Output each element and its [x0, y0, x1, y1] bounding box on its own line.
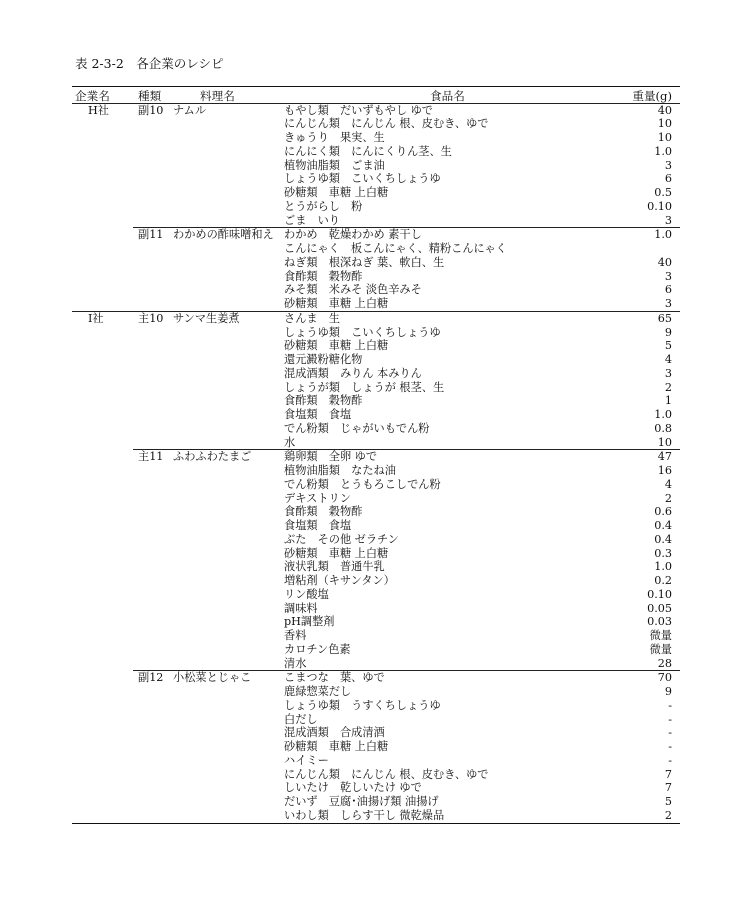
table-row — [72, 326, 680, 340]
food-name-cell: デキストリン — [284, 491, 351, 505]
weight-cell: 0.4 — [654, 532, 672, 546]
weight-cell: 3 — [664, 213, 672, 227]
table-row — [72, 533, 680, 547]
table-row — [72, 436, 680, 450]
food-name-cell: しょうゆ類 こいくちしょうゆ — [284, 325, 441, 339]
table-row — [72, 602, 680, 616]
weight-cell: - — [668, 753, 672, 767]
food-name-cell: 食酢類 穀物酢 — [284, 269, 363, 283]
food-name-cell: もやし類 だいずもやし ゆで — [284, 103, 433, 117]
food-name-cell: にんにく類 にんにくりん茎、生 — [284, 144, 452, 158]
weight-cell: 0.10 — [647, 199, 672, 213]
table-body — [72, 104, 680, 823]
food-name-cell: ごま いり — [284, 213, 340, 227]
header-company: 企業名 — [75, 89, 110, 103]
table-row — [72, 781, 680, 795]
dish-name-cell: 小松菜とじゃこ — [173, 671, 252, 685]
food-name-cell: 植物油脂類 ごま油 — [284, 158, 385, 172]
food-name-cell: 砂糖類 車糖 上白糖 — [284, 186, 389, 200]
food-name-cell: 白だし — [284, 712, 318, 726]
food-name-cell: しいたけ 乾しいたけ ゆで — [284, 781, 422, 795]
company-cell: I社 — [88, 311, 104, 325]
weight-cell: 70 — [657, 671, 672, 685]
food-name-cell: 調味料 — [284, 601, 318, 615]
table-row — [72, 381, 680, 395]
weight-cell: 3 — [664, 158, 672, 172]
food-name-cell: だいず 豆腐･油揚げ類 油揚げ — [284, 795, 439, 809]
table-row — [72, 104, 680, 118]
food-name-cell: きゅうり 果実、生 — [284, 131, 385, 145]
food-name-cell: ねぎ類 根深ねぎ 葉、軟白、生 — [284, 255, 445, 269]
table-caption: 表 2-3-2 各企業のレシピ — [75, 56, 224, 71]
table-row — [72, 297, 680, 311]
table-row — [72, 629, 680, 643]
food-name-cell: にんじん類 にんじん 根、皮むき、ゆで — [284, 117, 489, 131]
weight-cell: 5 — [664, 795, 672, 809]
weight-cell: 6 — [664, 283, 672, 297]
food-name-cell: こまつな 葉、ゆで — [284, 671, 385, 685]
table-row — [72, 464, 680, 478]
table-row — [72, 713, 680, 727]
table-row — [72, 131, 680, 145]
weight-cell: 0.8 — [654, 421, 672, 435]
table-row — [72, 574, 680, 588]
dish-type-cell: 主10 — [138, 311, 164, 325]
table-row — [72, 450, 680, 464]
weight-cell: 5 — [664, 339, 672, 353]
food-name-cell: ハイミー — [284, 753, 329, 767]
table-row — [72, 685, 680, 699]
table-row — [72, 478, 680, 492]
weight-cell: 4 — [664, 353, 672, 367]
weight-cell: 40 — [657, 255, 672, 269]
table-row — [72, 200, 680, 214]
weight-cell: 7 — [664, 767, 672, 781]
weight-cell: - — [668, 712, 672, 726]
food-name-cell: しょうゆ類 こいくちしょうゆ — [284, 172, 441, 186]
food-name-cell: 砂糖類 車糖 上白糖 — [284, 546, 389, 560]
table-row — [72, 615, 680, 629]
food-name-cell: 砂糖類 車糖 上白糖 — [284, 339, 389, 353]
food-name-cell: とうがらし 粉 — [284, 199, 363, 213]
food-name-cell: 鹿緑惣菜だし — [284, 685, 352, 699]
food-name-cell: 混成酒類 みりん 本みりん — [284, 366, 422, 380]
table-row — [72, 588, 680, 602]
dish-name-cell: ふわふわたまご — [173, 450, 252, 464]
table-row — [72, 242, 680, 256]
food-name-cell: 液状乳類 普通牛乳 — [284, 560, 385, 574]
table-row — [72, 809, 680, 823]
dish-type-cell: 主11 — [138, 450, 164, 464]
food-name-cell: pH調整剤 — [284, 615, 335, 629]
weight-cell: 1 — [664, 394, 672, 408]
weight-cell: 10 — [657, 131, 672, 145]
weight-cell: 0.05 — [647, 601, 672, 615]
food-name-cell: しょうゆ類 うすくちしょうゆ — [284, 698, 441, 712]
table-row — [72, 214, 680, 228]
food-name-cell: 食酢類 穀物酢 — [284, 394, 363, 408]
table-row — [72, 768, 680, 782]
food-name-cell: リン酸塩 — [284, 587, 329, 601]
weight-cell: 0.6 — [654, 505, 672, 519]
table-row — [72, 547, 680, 561]
food-name-cell: カロチン色素 — [284, 642, 351, 656]
table-row — [72, 186, 680, 200]
weight-cell: 65 — [657, 311, 672, 325]
food-name-cell: 還元澱粉糖化物 — [284, 353, 363, 367]
header-weight: 重量(g) — [632, 89, 672, 103]
weight-cell: 0.2 — [654, 574, 672, 588]
weight-cell: 10 — [657, 435, 672, 449]
dish-name-cell: わかめの酢味噌和え — [173, 228, 274, 242]
food-name-cell: 砂糖類 車糖 上白糖 — [284, 740, 389, 754]
table-row — [72, 422, 680, 436]
food-name-cell: 混成酒類 合成清酒 — [284, 726, 385, 740]
recipe-table — [72, 86, 680, 824]
dish-type-cell: 副11 — [138, 228, 164, 242]
food-name-cell: 食塩類 食塩 — [284, 408, 352, 422]
table-row — [72, 117, 680, 131]
table-row — [72, 408, 680, 422]
table-row — [72, 270, 680, 284]
weight-cell: - — [668, 740, 672, 754]
weight-cell: 1.0 — [654, 228, 672, 242]
weight-cell: 28 — [657, 656, 672, 670]
food-name-cell: 水 — [284, 435, 296, 449]
weight-cell: 1.0 — [654, 144, 672, 158]
table-row — [72, 657, 680, 671]
weight-cell: - — [668, 726, 672, 740]
food-name-cell: でん粉類 じゃがいもでん粉 — [284, 421, 430, 435]
table-row — [72, 339, 680, 353]
food-name-cell: こんにゃく 板こんにゃく、精粉こんにゃく — [284, 242, 507, 256]
weight-cell: 4 — [664, 477, 672, 491]
table-row — [72, 228, 680, 242]
dish-type-cell: 副12 — [138, 671, 164, 685]
food-name-cell: 食塩類 食塩 — [284, 519, 352, 533]
weight-cell: 1.0 — [654, 408, 672, 422]
food-name-cell: いわし類 しらす干し 微乾燥品 — [284, 808, 445, 822]
food-name-cell: 食酢類 穀物酢 — [284, 505, 363, 519]
weight-cell: 10 — [657, 117, 672, 131]
weight-cell: 3 — [664, 366, 672, 380]
header-food: 食品名 — [430, 89, 465, 103]
table-row — [72, 699, 680, 713]
weight-cell: 2 — [664, 491, 672, 505]
food-name-cell: 鶏卵類 全卵 ゆで — [284, 450, 378, 464]
table-row — [72, 519, 680, 533]
dish-name-cell: ナムル — [173, 103, 207, 117]
food-name-cell: わかめ 乾燥わかめ 素干し — [284, 228, 422, 242]
table-row — [72, 145, 680, 159]
food-name-cell: ぶた その他 ゼラチン — [284, 532, 399, 546]
weight-cell: 3 — [664, 297, 672, 311]
weight-cell: 0.03 — [647, 615, 672, 629]
table-row — [72, 256, 680, 270]
table-bottom-rule — [72, 823, 680, 824]
weight-cell: 9 — [664, 685, 672, 699]
food-name-cell: しょうが類 しょうが 根茎、生 — [284, 380, 445, 394]
weight-cell: 1.0 — [654, 560, 672, 574]
food-name-cell: みそ類 米みそ 淡色辛みそ — [284, 283, 422, 297]
weight-cell: 9 — [664, 325, 672, 339]
table-row — [72, 492, 680, 506]
table-row — [72, 505, 680, 519]
table-row — [72, 560, 680, 574]
table-row — [72, 671, 680, 685]
table-row — [72, 172, 680, 186]
weight-cell: 0.4 — [654, 519, 672, 533]
table-row — [72, 394, 680, 408]
weight-cell: 6 — [664, 172, 672, 186]
table-row — [72, 159, 680, 173]
table-row — [72, 312, 680, 326]
weight-cell: 3 — [664, 269, 672, 283]
header-type: 種類 — [138, 89, 162, 103]
weight-cell: 0.3 — [654, 546, 672, 560]
table-row — [72, 726, 680, 740]
food-name-cell: さんま 生 — [284, 311, 340, 325]
weight-cell: 2 — [664, 808, 672, 822]
table-row — [72, 353, 680, 367]
food-name-cell: 植物油脂類 なたね油 — [284, 464, 396, 478]
table-row — [72, 367, 680, 381]
food-name-cell: 増粘剤（キサンタン） — [284, 574, 395, 588]
dish-type-cell: 副10 — [138, 103, 164, 117]
weight-cell: 微量 — [649, 629, 672, 643]
weight-cell: 47 — [657, 450, 672, 464]
weight-cell: - — [668, 698, 672, 712]
food-name-cell: 清水 — [284, 656, 307, 670]
weight-cell: 7 — [664, 781, 672, 795]
food-name-cell: でん粉類 とうもろこしでん粉 — [284, 477, 441, 491]
food-name-cell: にんじん類 にんじん 根、皮むき、ゆで — [284, 767, 489, 781]
table-row — [72, 740, 680, 754]
weight-cell: 0.10 — [647, 587, 672, 601]
table-row — [72, 283, 680, 297]
company-cell: H社 — [88, 103, 109, 117]
table-header — [72, 87, 680, 103]
food-name-cell: 砂糖類 車糖 上白糖 — [284, 297, 389, 311]
header-dish: 料理名 — [200, 89, 235, 103]
weight-cell: 40 — [657, 103, 672, 117]
weight-cell: 16 — [657, 464, 672, 478]
table-row — [72, 643, 680, 657]
dish-name-cell: サンマ生姜煮 — [173, 311, 240, 325]
weight-cell: 微量 — [649, 642, 672, 656]
table-row — [72, 754, 680, 768]
weight-cell: 2 — [664, 380, 672, 394]
table-row — [72, 795, 680, 809]
weight-cell: 0.5 — [654, 186, 672, 200]
food-name-cell: 香料 — [284, 629, 307, 643]
